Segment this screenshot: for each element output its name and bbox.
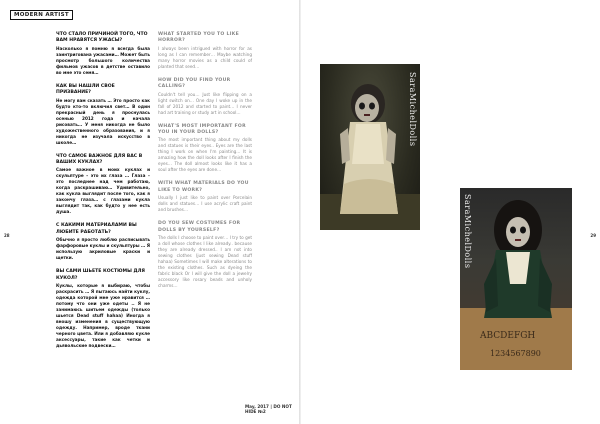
section-tag: MODERN ARTIST xyxy=(10,10,73,20)
english-column xyxy=(158,32,252,297)
page-number-right: 29 xyxy=(590,233,596,238)
russian-column xyxy=(56,32,150,357)
answer-ru: Обычно я просто люблю расписывать фарфоровые куклы и скульптуры … Я использую акриловые краски и щетки. xyxy=(56,237,150,261)
question-en: DO YOU SEW COSTUMES FOR DOLLS BY YOURSELF? xyxy=(158,221,241,233)
doll-illustration-1 xyxy=(320,64,420,230)
doll-photo-1 xyxy=(320,64,420,230)
answer-en: Usually I just like to paint over Porcelain dolls and statues… I use acrylic craft paint and brushes… xyxy=(158,195,252,213)
watermark-1: SaraMichelDolls xyxy=(408,72,417,147)
answer-ru: Самое важное в моих куклах и скульптуре – это их глаза … Глаза – это последнее над чем работаю, когда раскрашиваю… Удивительно, как кукла выглядит после того, как я закончу глаза… с глазами кукла выглядит так, как будто у нее есть душа. xyxy=(56,167,150,215)
svg-text:ABCDEFGH: ABCDEFGH xyxy=(480,331,536,341)
question-ru: КАК ВЫ НАШЛИ СВОЕ ПРИЗВАНИЕ? xyxy=(56,83,115,96)
answer-en: The dolls I choose to paint over… I try to get a doll whose clothes I like already.. because they are already dressed.. I am not into sewing clothes (just sewing Dead stuff hahaa) Sometimes I will make alterations to the existing clothes. Such as dyeing the fabric black Or I will give the doll a jewelry accessory like rosary beads and unholy charms… xyxy=(158,235,252,289)
page-number-left: 28 xyxy=(4,233,10,238)
answer-en: I always been intrigued with horror for as long as I can remember… Maybe watching many horror movies as a child could of planted that seed… xyxy=(158,45,252,69)
question-en: WITH WHAT MATERIALS DO YOU LIKE TO WORK? xyxy=(158,181,249,193)
svg-text:1234567890: 1234567890 xyxy=(490,349,541,358)
question-en: HOW DID YOU FIND YOUR CALLING? xyxy=(158,77,231,90)
watermark-2: SaraMichelDolls xyxy=(463,194,472,269)
footer: May, 2017 | DO NOT HIDE №2 xyxy=(245,404,292,414)
question-ru: С КАКИМИ МАТЕРИАЛАМИ ВЫ ЛЮБИТЕ РАБОТАТЬ? xyxy=(56,223,137,235)
doll-illustration-2 xyxy=(460,188,572,370)
question-en: WHAT STARTED YOU TO LIKE HORROR? xyxy=(158,32,240,44)
question-en: WHAT'S MOST IMPORTANT FOR YOU IN YOUR DOLLS? xyxy=(158,123,246,136)
answer-en: Couldn't tell you… Just like flipping on a light switch on… One day I woke up in the fall of 2012 and started to paint… I never had art training or study art in school… xyxy=(158,91,252,115)
question-ru: ВЫ САМИ ШЬЕТЕ КОСТЮМЫ ДЛЯ КУКОЛ? xyxy=(56,269,145,281)
question-ru: ЧТО СТАЛО ПРИЧИНОЙ ТОГО, ЧТО ВАМ НРАВЯТСЯ УЖАСЫ? xyxy=(56,32,148,44)
question-ru: ЧТО САМОЕ ВАЖНОЕ ДЛЯ ВАС В ВАШИХ КУКЛАХ? xyxy=(56,153,143,166)
answer-ru: Насколько я помню я всегда была заинтригована ужасами… Может быть просмотр большого количества фильмов ужасов в детстве оставило во мне это семя… xyxy=(56,45,150,75)
answer-ru: Куклы, которые я выбираю, чтобы раскрасить … Я пытаюсь найти куклу, одежда которой мне уже нравится … потому что они уже одеты .. Я не занимаюсь шитьем одежды (только шьется Dead stuff hahaa) Иногда я вношу изменения в существующую одежду. Например, вроде ткани черного цвета. Или я добавляю кукле аксессуары, такие как четки и дьявольские подвески… xyxy=(56,283,150,349)
answer-ru: Не могу вам сказать … Это просто как будто кто-то включил свет… В один прекрасный день я проснулась осенью 2012 года и начала рисовать… У меня никогда не было художественного образования, и я никогда не изучала искусство в школе… xyxy=(56,97,150,145)
answer-en: The most important thing about my dolls and statues is their eyes.. Eyes are the last thing I work on when I'm painting… It is amazing how the doll looks after I finish the eyes… The doll almost looks like it has a soul after the eyes are done… xyxy=(158,137,252,173)
doll-photo-2 xyxy=(460,188,572,370)
